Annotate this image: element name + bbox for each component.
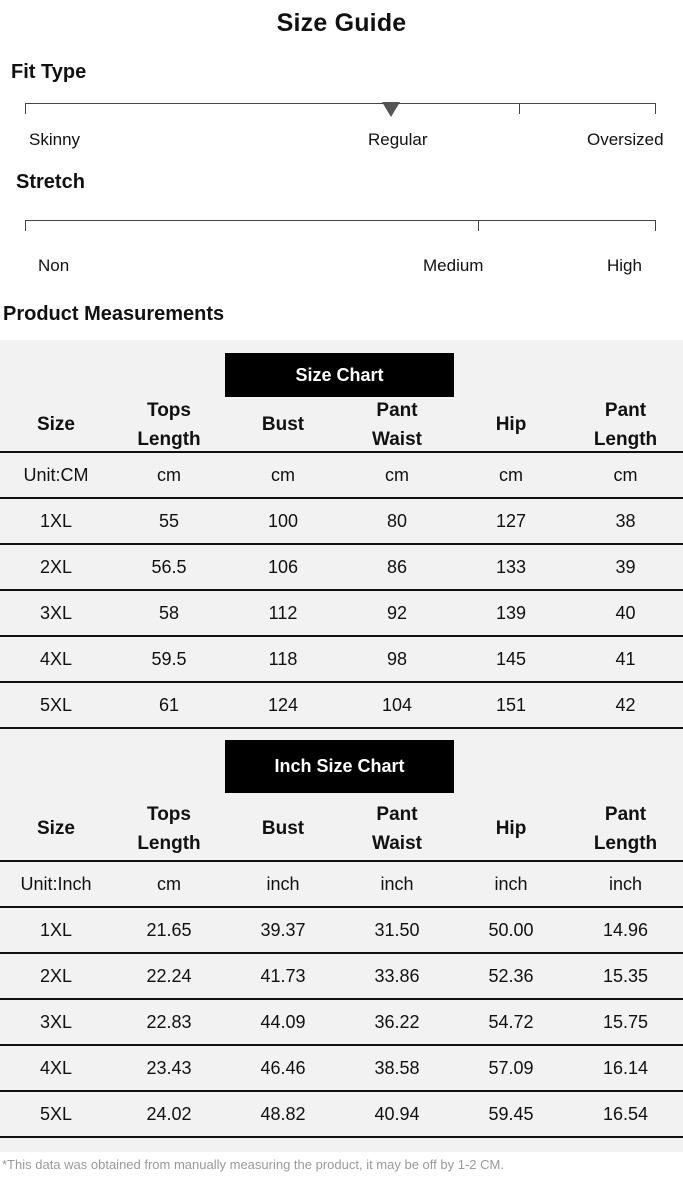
header-cell: Hip bbox=[495, 414, 527, 435]
table-cell: 24.02 bbox=[146, 1103, 192, 1124]
table-row bbox=[0, 1092, 683, 1138]
table-cell: 3XL bbox=[39, 1011, 73, 1032]
stretch-option-high: High bbox=[607, 256, 642, 275]
table-cell: 92 bbox=[386, 602, 408, 623]
table-cell: 50.00 bbox=[488, 919, 534, 940]
table-cell: 16.54 bbox=[602, 1103, 649, 1124]
table-cell: 59.45 bbox=[488, 1103, 534, 1124]
table-cell: 61 bbox=[158, 694, 180, 715]
stretch-option-non: Non bbox=[38, 256, 70, 275]
cm-unit-row bbox=[0, 453, 683, 499]
table-cell: inch bbox=[380, 873, 414, 894]
table-cell: 44.09 bbox=[260, 1011, 306, 1032]
header-cell: Pant Length bbox=[593, 803, 658, 854]
table-cell: 40.94 bbox=[374, 1103, 420, 1124]
table-row bbox=[0, 683, 683, 729]
table-cell: 40 bbox=[615, 602, 636, 623]
table-cell: 139 bbox=[495, 602, 527, 623]
fit-option-skinny: Skinny bbox=[29, 130, 81, 149]
table-cell: 48.82 bbox=[260, 1103, 306, 1124]
table-cell: inch bbox=[266, 873, 300, 894]
table-cell: 36.22 bbox=[374, 1011, 420, 1032]
fit-type-label: Fit Type bbox=[11, 61, 87, 83]
table-cell: Unit:CM bbox=[23, 464, 89, 485]
table-cell: 38.58 bbox=[374, 1057, 420, 1078]
table-cell: 112 bbox=[268, 602, 298, 623]
table-cell: 22.83 bbox=[146, 1011, 192, 1032]
table-cell: 145 bbox=[495, 648, 527, 669]
table-row bbox=[0, 908, 683, 954]
fit-selected-marker-icon bbox=[382, 102, 400, 117]
stretch-label: Stretch bbox=[16, 171, 85, 193]
table-cell: 124 bbox=[267, 694, 299, 715]
table-row bbox=[0, 499, 683, 545]
header-cell: Pant Length bbox=[593, 399, 658, 450]
table-cell: 38 bbox=[615, 510, 636, 531]
header-cell: Tops Length bbox=[137, 803, 201, 854]
table-cell: Unit:Inch bbox=[20, 873, 92, 894]
table-cell: 39 bbox=[615, 556, 636, 577]
header-cell: Pant Waist bbox=[372, 399, 422, 450]
header-cell: Size bbox=[36, 414, 76, 435]
table-cell: inch bbox=[494, 873, 528, 894]
table-cell: 1XL bbox=[39, 510, 73, 531]
table-cell: 104 bbox=[381, 694, 413, 715]
table-cell: 58 bbox=[158, 602, 180, 623]
table-cell: 31.50 bbox=[374, 919, 420, 940]
table-cell: 106 bbox=[267, 556, 299, 577]
table-cell: cm bbox=[385, 464, 409, 485]
table-cell: cm bbox=[157, 464, 181, 485]
table-cell: inch bbox=[608, 873, 643, 894]
cm-chart-title: Size Chart bbox=[225, 353, 454, 397]
table-cell: 86 bbox=[386, 556, 408, 577]
table-cell: 14.96 bbox=[602, 919, 649, 940]
table-cell: 57.09 bbox=[488, 1057, 534, 1078]
cm-header-row bbox=[0, 398, 683, 451]
table-row bbox=[0, 954, 683, 1000]
table-cell: 33.86 bbox=[374, 965, 420, 986]
header-cell: Tops Length bbox=[137, 399, 201, 450]
table-cell: 41.73 bbox=[260, 965, 306, 986]
table-cell: 22.24 bbox=[146, 965, 192, 986]
table-cell: 16.14 bbox=[602, 1057, 649, 1078]
table-cell: 59.5 bbox=[151, 648, 187, 669]
inch-unit-row bbox=[0, 862, 683, 908]
fit-option-regular: Regular bbox=[368, 130, 428, 149]
table-row bbox=[0, 591, 683, 637]
table-cell: cm bbox=[157, 873, 181, 894]
table-cell: 1XL bbox=[39, 919, 73, 940]
page-title: Size Guide bbox=[276, 9, 407, 37]
table-cell: 80 bbox=[386, 510, 408, 531]
table-cell: 5XL bbox=[39, 694, 73, 715]
table-cell: cm bbox=[271, 464, 295, 485]
table-cell: 21.65 bbox=[146, 919, 192, 940]
stretch-option-medium: Medium bbox=[423, 256, 484, 275]
header-cell: Hip bbox=[495, 818, 527, 839]
table-cell: 23.43 bbox=[146, 1057, 192, 1078]
table-cell: 133 bbox=[495, 556, 527, 577]
table-cell: 55 bbox=[158, 510, 180, 531]
table-cell: 2XL bbox=[39, 965, 73, 986]
table-row bbox=[0, 1000, 683, 1046]
inch-chart-title: Inch Size Chart bbox=[225, 740, 454, 793]
table-cell: 54.72 bbox=[488, 1011, 534, 1032]
table-row bbox=[0, 1046, 683, 1092]
table-cell: 5XL bbox=[39, 1103, 73, 1124]
table-cell: 41 bbox=[615, 648, 636, 669]
table-cell: 56.5 bbox=[151, 556, 187, 577]
table-cell: cm bbox=[499, 464, 523, 485]
table-row bbox=[0, 545, 683, 591]
table-cell: 151 bbox=[495, 694, 527, 715]
table-cell: 42 bbox=[615, 694, 636, 715]
header-cell: Bust bbox=[261, 818, 305, 839]
table-cell: 52.36 bbox=[488, 965, 534, 986]
fit-option-oversized: Oversized bbox=[587, 130, 664, 149]
table-cell: 39.37 bbox=[260, 919, 306, 940]
footnote: *This data was obtained from manually measuring the product, it may be off by 1-2 CM. bbox=[2, 1157, 504, 1172]
header-cell: Bust bbox=[261, 414, 305, 435]
table-cell: 127 bbox=[495, 510, 527, 531]
table-row bbox=[0, 637, 683, 683]
header-cell: Size bbox=[36, 818, 76, 839]
table-cell: 98 bbox=[386, 648, 408, 669]
measurements-title: Product Measurements bbox=[3, 303, 225, 325]
table-cell: 15.75 bbox=[602, 1011, 649, 1032]
table-cell: 46.46 bbox=[260, 1057, 306, 1078]
table-cell: 118 bbox=[268, 648, 298, 669]
table-cell: 4XL bbox=[39, 1057, 73, 1078]
table-cell: 15.35 bbox=[602, 965, 649, 986]
table-cell: 4XL bbox=[39, 648, 73, 669]
table-cell: 2XL bbox=[39, 556, 73, 577]
header-cell: Pant Waist bbox=[372, 803, 422, 854]
table-cell: 100 bbox=[267, 510, 299, 531]
table-cell: 3XL bbox=[39, 602, 73, 623]
table-cell: cm bbox=[613, 464, 638, 485]
inch-header-row bbox=[0, 797, 683, 860]
